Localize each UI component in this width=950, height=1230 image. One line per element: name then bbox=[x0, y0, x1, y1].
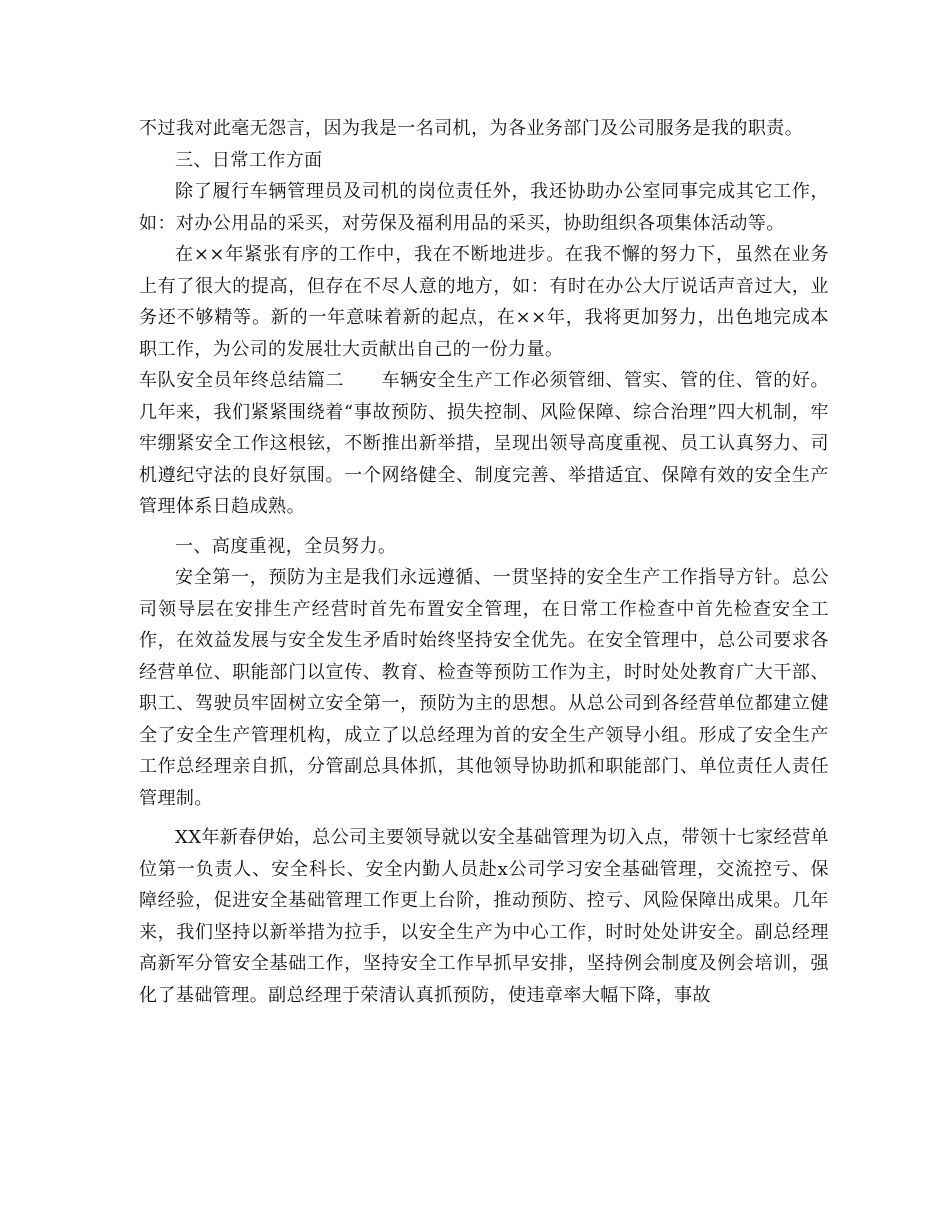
section-heading-attention: 一、高度重视，全员努力。 bbox=[175, 535, 397, 557]
paragraph-new-year: XX年新春伊始，总公司主要领导就以安全基础管理为切入点，带领十七家经营单位第一负责人、安全科长、安全内勤人员赴x公司学习安全基础管理，交流控亏、保障经验，促进安全基础管理工作更上台阶，推动预防、控亏、风险保障出成果。几年来，我们坚持以新举措为拉手，以安全生产为中心工作，时时处处讲安全。副总经理高新军分管安全基础工作，坚持安全工作早抓早安排，坚持例会制度及例会培训，强化了基础管理。副总经理于荣清认真抓预防，使违章率大幅下降，事故 bbox=[139, 827, 829, 1006]
document-body bbox=[139, 113, 829, 1011]
paragraph-part-two-intro: 车队安全员年终总结篇二 车辆安全生产工作必须管细、管实、管的住、管的好。几年来，我们紧紧围绕着“事故预防、损失控制、风险保障、综合治理”四大机制，牢牢绷紧安全工作这根铉，不断推出新举措，呈现出领导高度重视、员工认真努力、司机遵纪守法的良好氛围。一个网络健全、制度完善、举措适宜、保障有效的安全生产管理体系日趋成熟。 bbox=[139, 370, 829, 517]
paragraph-progress-summary: 在××年紧张有序的工作中，我在不断地进步。在我不懈的努力下，虽然在业务上有了很大的提高，但存在不尽人意的地方，如：有时在办公大厅说话声音过大，业务还不够精等。新的一年意味着新的起点，在××年，我将更加努力，出色地完成本职工作，为公司的发展壮大贡献出自己的一份力量。 bbox=[139, 244, 829, 360]
paragraph-other-duties: 除了履行车辆管理员及司机的岗位责任外，我还协助办公室同事完成其它工作，如：对办公用品的采买，对劳保及福利用品的采买，协助组织各项集体活动等。 bbox=[139, 181, 829, 234]
paragraph-continuation: 不过我对此毫无怨言，因为我是一名司机，为各业务部门及公司服务是我的职责。 bbox=[139, 118, 804, 139]
paragraph-safety-first: 安全第一，预防为主是我们永远遵循、一贯坚持的安全生产工作指导方针。总公司领导层在安排生产经营时首先布置安全管理，在日常工作检查中首先检查安全工作，在效益发展与安全发生矛盾时始终坚持安全优先。在安全管理中，总公司要求各经营单位、职能部门以宣传、教育、检查等预防工作为主，时时处处教育广大干部、职工、驾驶员牢固树立安全第一，预防为主的思想。从总公司到各经营单位都建立健全了安全生产管理机构，成立了以总经理为首的安全生产领导小组。形成了安全生产工作总经理亲自抓，分管副总具体抓，其他领导协助抓和职能部门、单位责任人责任管理制。 bbox=[139, 567, 829, 809]
section-heading-daily-work: 三、日常工作方面 bbox=[175, 149, 323, 171]
